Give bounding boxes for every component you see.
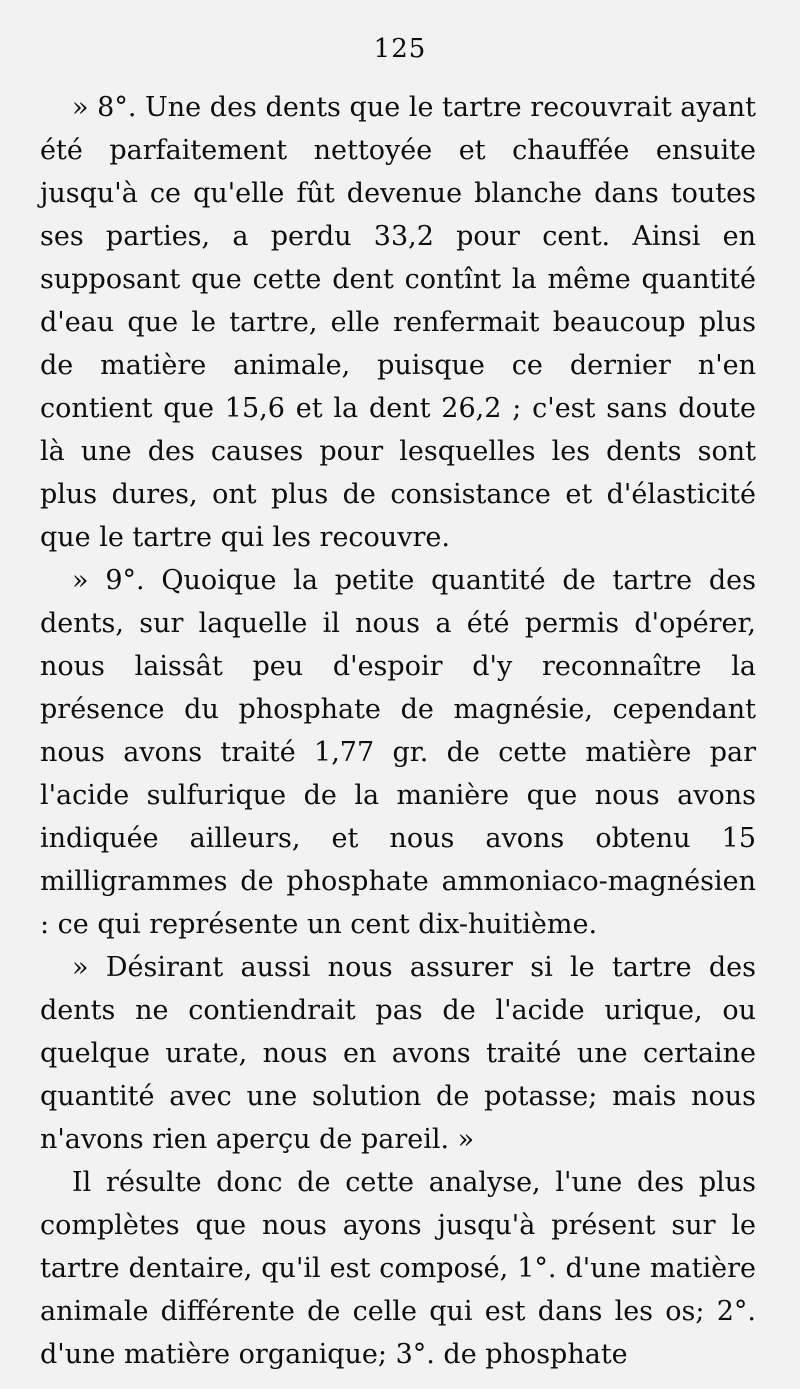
paragraph-urique: » Désirant aussi nous assurer si le tartre des dents ne contiendrait pas de l'acide urique, ou quelque urate, nous en avons traité une certaine quantité avec une solution de potasse; mais nous n'avons rien aperçu de pareil. » [40, 952, 756, 1155]
page-number: 125 [373, 34, 427, 64]
paragraph-8: » 8°. Une des dents que le tartre recouvrait ayant été parfaitement nettoyée et chauffée ensuite jusqu'à ce qu'elle fût devenue blanche dans toutes ses parties, a perdu 33,2 pour cent. Ainsi en supposant que cette dent contînt la même quantité d'eau que le tartre, elle renfermait beaucoup plus de matière animale, puisque ce dernier n'en contient que 15,6 et la dent 26,2 ; c'est sans doute là une des causes pour lesquelles les dents sont plus dures, ont plus de consistance et d'élasticité que le tartre qui les recouvre. [40, 92, 756, 553]
paragraph-9: » 9°. Quoique la petite quantité de tartre des dents, sur laquelle il nous a été permis d'opérer, nous laissât peu d'espoir d'y reconnaître la présence du phosphate de magnésie, cependant nous avons traité 1,77 gr. de cette matière par l'acide sulfurique de la manière que nous avons indiquée ailleurs, et nous avons obtenu 15 milligrammes de phosphate ammoniaco-magnésien : ce qui représente un cent dix-huitième. [40, 565, 756, 940]
body-text [40, 86, 756, 1376]
paragraph-conclusion: Il résulte donc de cette analyse, l'une des plus complètes que nous ayons jusqu'à présent sur le tartre dentaire, qu'il est composé, 1°. d'une matière animale différente de celle qui est dans les os; 2°. d'une matière organique; 3°. de phosphate [40, 1167, 756, 1370]
